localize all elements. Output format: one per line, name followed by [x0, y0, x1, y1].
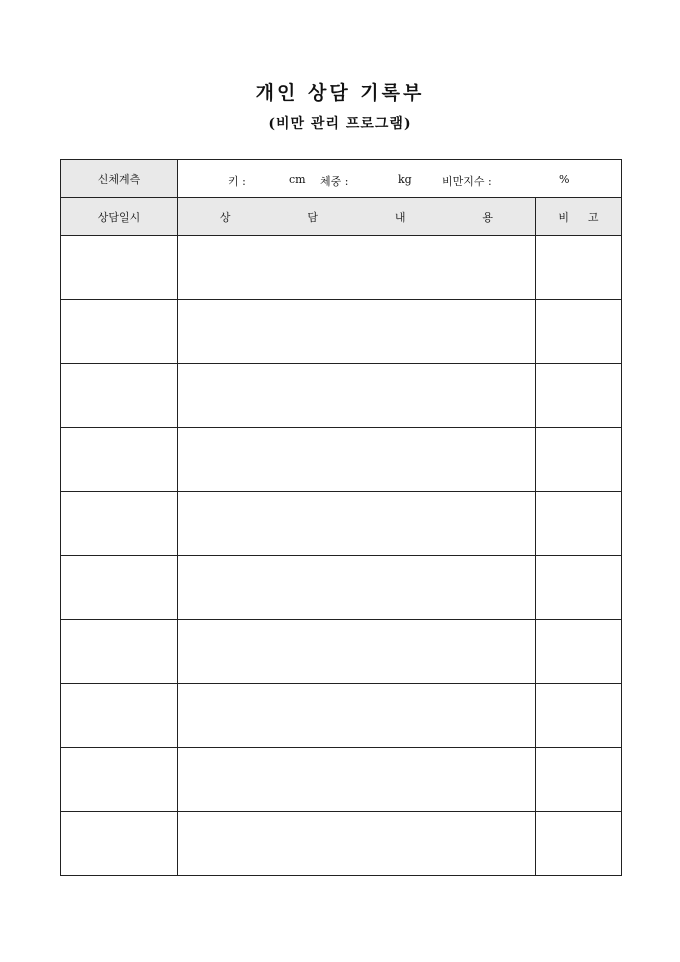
- weight-label: 체중 :: [320, 175, 349, 188]
- entry-date-cell[interactable]: [61, 428, 178, 492]
- measurement-label: 신체계측: [61, 160, 178, 198]
- entry-note-cell[interactable]: [536, 812, 622, 876]
- content-header-char: 내: [394, 210, 406, 224]
- document-subtitle: (비만 관리 프로그램): [268, 116, 412, 132]
- measurement-fields[interactable]: [178, 160, 622, 198]
- entry-row: [61, 364, 622, 428]
- entry-date-cell[interactable]: [61, 684, 178, 748]
- entry-content-cell[interactable]: [178, 492, 536, 556]
- entry-content-cell[interactable]: [178, 748, 536, 812]
- entry-content-cell[interactable]: [178, 556, 536, 620]
- entry-date-cell[interactable]: [61, 300, 178, 364]
- entry-note-cell[interactable]: [536, 236, 622, 300]
- entry-date-cell[interactable]: [61, 620, 178, 684]
- obesity-index-unit: %: [559, 173, 570, 186]
- content-header-char: 상: [219, 210, 231, 224]
- entry-row: [61, 748, 622, 812]
- entry-content-cell[interactable]: [178, 684, 536, 748]
- note-column-header: [536, 198, 622, 236]
- entry-note-cell[interactable]: [536, 556, 622, 620]
- entry-content-cell[interactable]: [178, 236, 536, 300]
- entry-row: [61, 300, 622, 364]
- note-header-char: 비: [558, 210, 570, 224]
- entry-row: [61, 428, 622, 492]
- entry-row: [61, 812, 622, 876]
- entry-row: [61, 492, 622, 556]
- document-title: 개인 상담 기록부: [255, 82, 425, 104]
- entry-date-cell[interactable]: [61, 556, 178, 620]
- entry-note-cell[interactable]: [536, 428, 622, 492]
- obesity-index-label: 비만지수 :: [442, 175, 492, 188]
- entry-date-cell[interactable]: [61, 748, 178, 812]
- entry-row: [61, 236, 622, 300]
- height-label: 키 :: [228, 175, 246, 188]
- measurement-row: [61, 160, 622, 198]
- entry-date-cell[interactable]: [61, 812, 178, 876]
- entry-date-cell[interactable]: [61, 364, 178, 428]
- height-unit: cm: [289, 173, 306, 186]
- counseling-record-table: [60, 159, 622, 876]
- entry-note-cell[interactable]: [536, 684, 622, 748]
- entry-row: [61, 620, 622, 684]
- content-header-char: 용: [482, 210, 494, 224]
- entry-content-cell[interactable]: [178, 364, 536, 428]
- entry-date-cell[interactable]: [61, 236, 178, 300]
- entry-content-cell[interactable]: [178, 812, 536, 876]
- date-column-header: 상담일시: [61, 198, 178, 236]
- entry-row: [61, 684, 622, 748]
- entry-content-cell[interactable]: [178, 428, 536, 492]
- entry-note-cell[interactable]: [536, 492, 622, 556]
- entry-row: [61, 556, 622, 620]
- content-header-char: 담: [307, 210, 319, 224]
- entry-note-cell[interactable]: [536, 364, 622, 428]
- weight-unit: kg: [398, 173, 412, 186]
- note-header-char: 고: [587, 210, 599, 224]
- entry-note-cell[interactable]: [536, 748, 622, 812]
- entry-date-cell[interactable]: [61, 492, 178, 556]
- entry-content-cell[interactable]: [178, 300, 536, 364]
- entry-content-cell[interactable]: [178, 620, 536, 684]
- entry-note-cell[interactable]: [536, 300, 622, 364]
- content-column-header: [178, 198, 536, 236]
- entry-note-cell[interactable]: [536, 620, 622, 684]
- column-header-row: [61, 198, 622, 236]
